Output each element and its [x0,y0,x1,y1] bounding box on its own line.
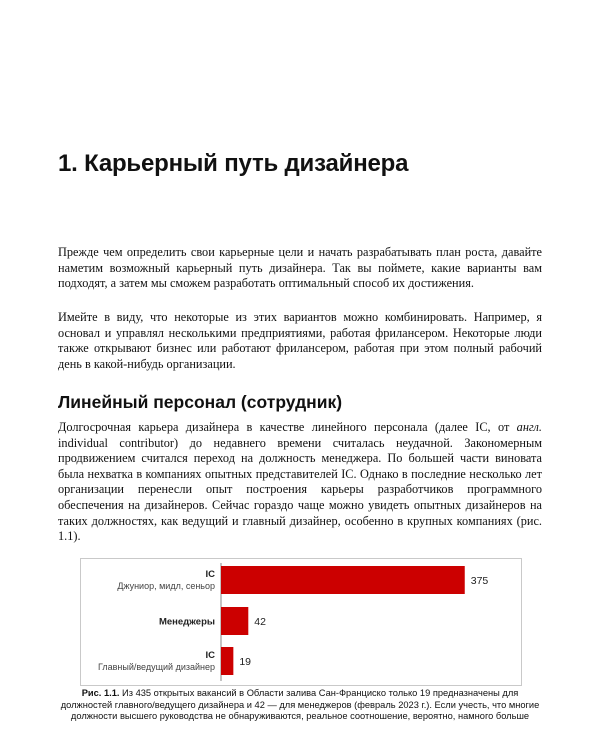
category-label-0: IC [205,569,215,580]
section-paragraph-text-start: Долгосрочная карьера дизайнера в качестве линейного персонала (далее IC, от [58,420,517,434]
figure-caption-label: Рис. 1.1. [81,688,120,698]
bar-2 [221,647,233,675]
intro-paragraph-1: Прежде чем определить свои карьерные цели и начать разрабатывать план роста, давайте наметим возможный карьерный путь дизайнера. Так вы поймете, какие варианты вам подходят, а затем мы сможем разработать оптимальный способ их достижения. [58,245,542,291]
bar-value-label-1: 42 [254,616,266,628]
bar-chart-svg [81,559,521,685]
section-paragraph-italic: англ. [516,420,542,434]
category-sublabel-2: Главный/ведущий дизайнер [98,662,215,672]
section-paragraph [58,420,542,545]
category-label-1: Менеджеры [158,616,215,628]
bar-value-label-2: 19 [239,656,252,668]
figure-caption-text: Из 435 открытых вакансий в Области залива Сан-Франциско только 19 предназначены для должностей главного/ведущего дизайнера и 42 — для менеджеров (февраль 2023 г.). Если учесть, что многие должности высшего руководства не обнаруживаются, реальное соотношение, вероятно, намного больше [60,688,540,722]
section-title: Линейный персонал (сотрудник) [58,392,343,412]
section-paragraph-text-end: individual contributor) до недавнего времени считалась неудачной. Закономерным продвижением считался переход на должность менеджера. По большей части виновата была нехватка в компаниях опытных представителей IC. Однако в последние несколько лет организации перенесли опыт построения карьеры разработчиков программного обеспечения на дизайнеров. Сейчас гораздо чаще можно увидеть опытных дизайнеров на таких должностях, как ведущий и главный дизайнер, особенно в крупных компаниях (рис. 1.1). [58,435,542,544]
bar-value-label-0: 375 [470,575,489,587]
intro-paragraph-2: Имейте в виду, что некоторые из этих вариантов можно комбинировать. Например, я основал и управлял несколькими предприятиями, работая фрилансером. Некоторые люди также открывают бизнес или работают фрилансером, работая при этом полный рабочий день в какой-нибудь организации. [58,310,542,371]
figure-caption [60,688,540,723]
category-label-2: IC [205,650,215,661]
bar-0 [221,566,465,594]
figure-1-1-chart [80,558,522,686]
chapter-title: 1. Карьерный путь дизайнера [58,150,409,177]
category-sublabel-0: Джуниор, мидл, сеньор [117,581,215,591]
bar-1 [221,607,248,635]
